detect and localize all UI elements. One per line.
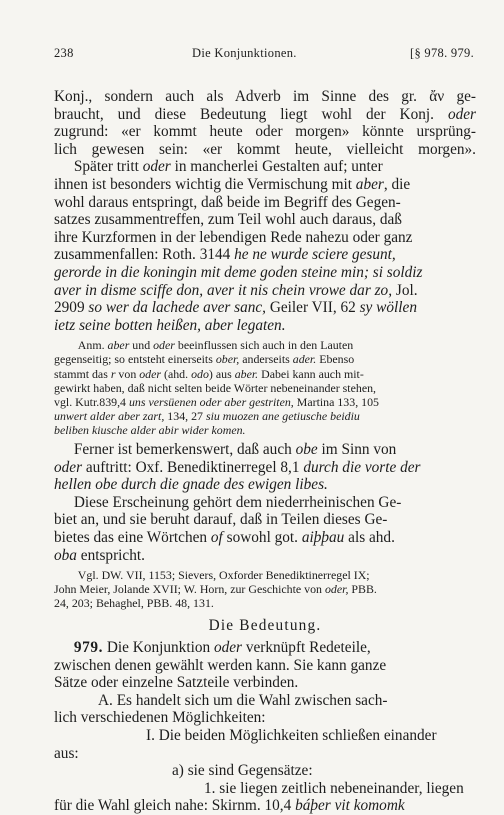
subsection-a-lower	[54, 762, 476, 780]
text-line: für die Wahl gleich nahe: Skirnm. 10,4 báþer vit komomk	[54, 797, 405, 815]
text-line: I. Die beiden Möglichkeiten schließen einander	[146, 726, 437, 744]
text-line: zwischen denen gewählt werden kann. Sie kann ganze	[54, 656, 387, 674]
text-line: oder auftritt: Oxf. Benediktinerregel 8,1 durch die vorte der	[54, 458, 421, 476]
paragraph-2	[54, 158, 476, 334]
subsection-a-cont	[54, 709, 476, 727]
subsection-1-cont	[54, 797, 476, 815]
note-line: vgl. Kutr.839,4 uns versüenen oder aber gestriten, Martina 133, 105	[54, 394, 379, 409]
note-line: gewirkt haben, daß nicht selten beide Wörter nebeneinander stehen,	[54, 380, 377, 395]
text-line: ihnen ist besonders wichtig die Vermischung mit aber, die	[54, 175, 411, 193]
paragraph-979	[54, 639, 476, 692]
paragraph-number: 979.	[73, 639, 104, 656]
text-line: aver in disme sciffe don, aver it nis chein vrowe dar zo, Jol.	[54, 281, 418, 299]
text-line: ihre Kurzformen in der lebendigen Rede nahezu oder ganz	[54, 228, 413, 246]
note-line: 24, 203; Behaghel, PBB. 48, 131.	[54, 596, 214, 611]
text-line: zusammenfallen: Roth. 3144 he ne wurde sciere gesunt,	[54, 246, 396, 264]
text-line: satzes zusammentreffen, zum Teil wohl auch daraus, daß	[54, 211, 402, 229]
note-line: Anm. aber und oder beeinflussen sich auch in den Lauten	[77, 338, 354, 353]
text-line: A. Es handelt sich um die Wahl zwischen sach-	[98, 691, 388, 709]
text-line: 1. sie liegen zeitlich nebeneinander, liegen	[204, 779, 464, 797]
text-line: a) sie sind Gegensätze:	[172, 762, 313, 780]
text-line: braucht, und diese Bedeutung liegt wohl der Konj. oder	[54, 105, 476, 123]
text-line: Ferner ist bemerkenswert, daß auch obe im Sinn von	[73, 440, 397, 458]
text-line: 2909 so wer da lachede aver sanc, Geiler VII, 62 sy wöllen	[54, 299, 417, 317]
note-line: Vgl. DW. VII, 1153; Sievers, Oxforder Benediktinerregel IX;	[77, 568, 370, 583]
text-line: Sätze oder einzelne Satzteile verbinden.	[54, 674, 299, 692]
text-line: biet an, und sie beruht darauf, daß in Teilen dieses Ge-	[54, 511, 388, 529]
note-line: John Meier, Jolande XVII; W. Horn, zur Geschichte von oder, PBB.	[54, 582, 377, 597]
reference-note	[54, 568, 476, 610]
text-line: lich verschiedenen Möglichkeiten:	[54, 709, 266, 727]
running-header	[54, 46, 474, 66]
text-line: oba entspricht.	[54, 546, 145, 564]
paragraph-3	[54, 441, 476, 494]
section-heading: Die Bedeutung.	[208, 617, 322, 635]
text-line: ietz seine botten heißen, aber legaten.	[54, 316, 286, 334]
note-line: gegenseitig; so entsteht einerseits ober, anderseits ader. Ebenso	[54, 352, 355, 367]
text-line: bietes das eine Wörtchen of sowohl got. aiþþau als ahd.	[54, 528, 395, 546]
annotation-note	[54, 338, 476, 437]
paragraph-4	[54, 494, 476, 564]
chapter-title: Die Konjunktionen.	[192, 46, 297, 60]
text-line: wohl daraus entspringt, daß beide im Begriff des Gegen-	[54, 193, 401, 211]
text-line: gerorde in die koningin mit deme goden steine min; si soldiz	[54, 263, 423, 281]
text-line: Später tritt oder in mancherlei Gestalten auf; unter	[73, 158, 383, 176]
section-reference: [§ 978. 979.	[409, 46, 474, 60]
text-line: aus:	[54, 744, 79, 762]
text-line: lich gewesen sein: «er kommt heute, vielleicht morgen».	[54, 140, 476, 158]
text-line: Konj., sondern auch als Adverb im Sinne des gr. ἄν ge-	[54, 88, 476, 105]
note-line: beliben kiusche alder abir wider komen.	[54, 422, 246, 437]
subsection-i-cont	[54, 745, 476, 763]
subsection-i	[54, 727, 476, 745]
page-body	[54, 88, 476, 815]
paragraph-1	[54, 88, 476, 158]
text-line: 979. Die Konjunktion oder verknüpft Redeteile,	[73, 639, 371, 656]
text-line: hellen obe durch die gnade des ewigen libes.	[54, 476, 328, 494]
subsection-a	[54, 692, 476, 710]
note-line: unwert alder aber zart, 134, 27 siu muozen ane getiusche beidiu	[54, 408, 360, 423]
text-line: zugrund: «er kommt heute oder morgen» könnte ursprüng-	[54, 123, 476, 141]
note-line: stammt das r von oder (ahd. odo) aus aber. Dabei kann auch mit-	[54, 366, 364, 381]
page-number: 238	[54, 46, 74, 60]
text-line: Diese Erscheinung gehört dem niederrheinischen Ge-	[73, 493, 402, 511]
